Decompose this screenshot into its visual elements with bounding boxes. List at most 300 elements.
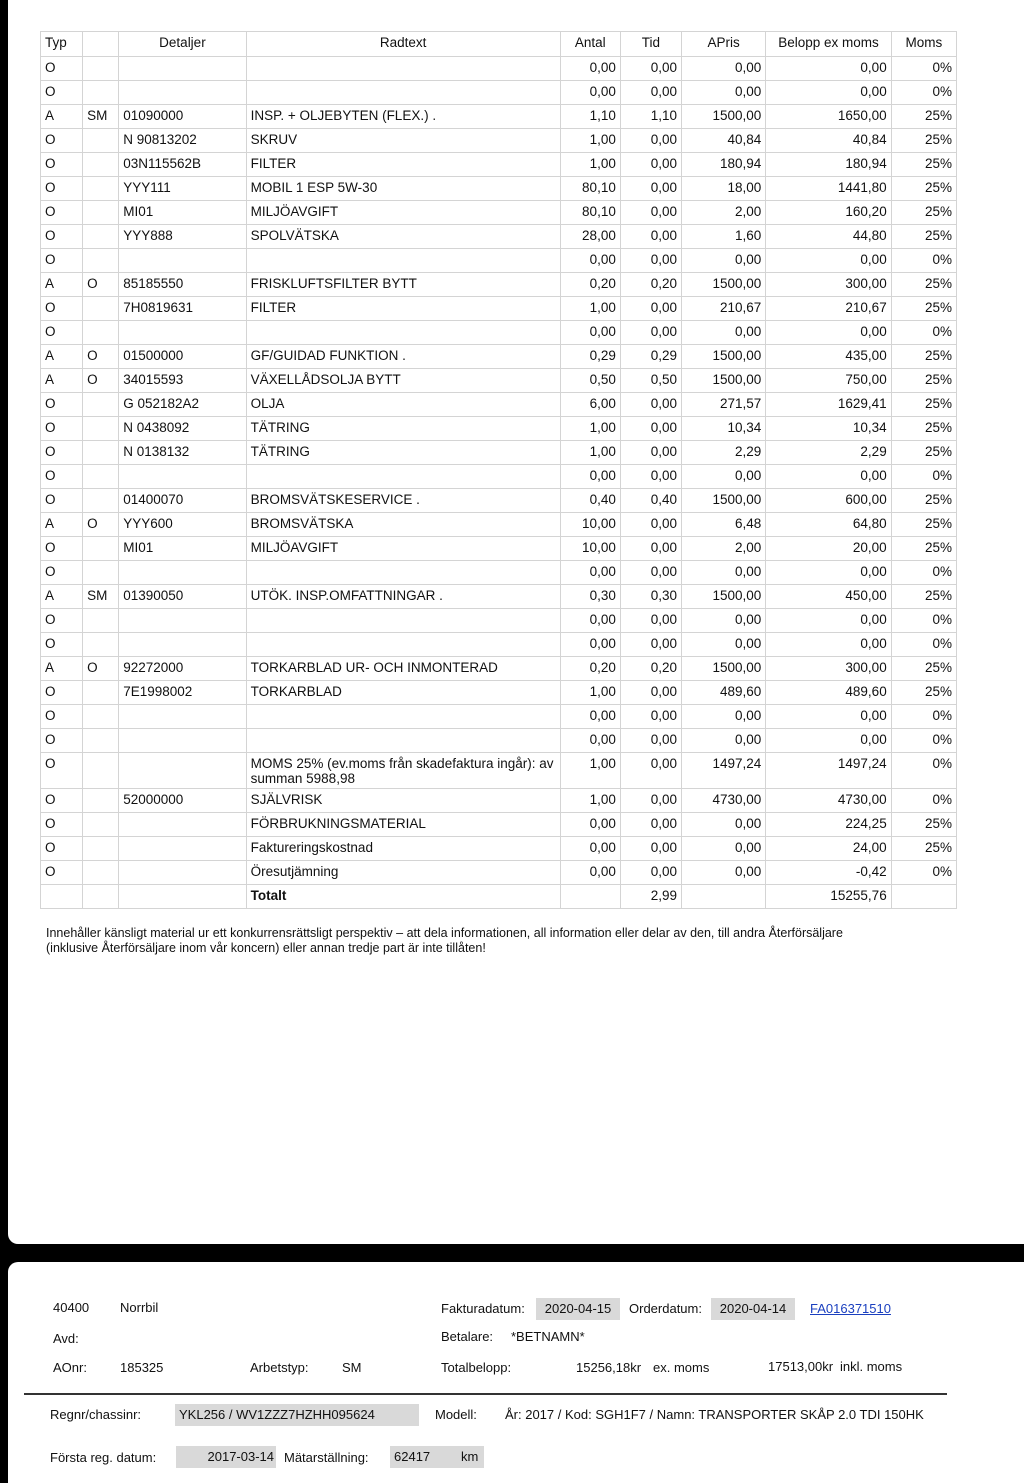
table-row bbox=[41, 417, 957, 441]
table-cell: OLJA bbox=[246, 393, 560, 417]
table-cell: 1650,00 bbox=[766, 105, 891, 129]
table-cell: 160,20 bbox=[766, 201, 891, 225]
col-header-belopp: Belopp ex moms bbox=[766, 32, 891, 57]
table-cell: FÖRBRUKNINGSMATERIAL bbox=[246, 813, 560, 837]
table-cell: SM bbox=[83, 105, 119, 129]
table-cell: 1,10 bbox=[560, 105, 620, 129]
table-cell: 1,10 bbox=[620, 105, 681, 129]
table-cell: 0,00 bbox=[620, 465, 681, 489]
total-row bbox=[41, 885, 957, 909]
table-cell: 1500,00 bbox=[682, 585, 766, 609]
table-cell: 0,00 bbox=[560, 813, 620, 837]
table-cell: 40,84 bbox=[682, 129, 766, 153]
table-cell bbox=[83, 441, 119, 465]
table-cell: 0,00 bbox=[560, 837, 620, 861]
table-cell: 0,00 bbox=[682, 813, 766, 837]
table-row bbox=[41, 369, 957, 393]
table-cell bbox=[119, 561, 246, 585]
table-cell: 1,00 bbox=[560, 129, 620, 153]
table-cell: 24,00 bbox=[766, 837, 891, 861]
table-cell: MOBIL 1 ESP 5W-30 bbox=[246, 177, 560, 201]
table-cell: 0,40 bbox=[620, 489, 681, 513]
table-cell: 7H0819631 bbox=[119, 297, 246, 321]
table-cell bbox=[83, 129, 119, 153]
table-cell: SPOLVÄTSKA bbox=[246, 225, 560, 249]
table-cell: 80,10 bbox=[560, 177, 620, 201]
table-cell bbox=[119, 609, 246, 633]
table-cell: 0,00 bbox=[682, 633, 766, 657]
matarstallning-field bbox=[390, 1446, 484, 1468]
table-cell bbox=[83, 465, 119, 489]
invoice-lines-table bbox=[40, 31, 957, 909]
table-row bbox=[41, 345, 957, 369]
table-cell: 28,00 bbox=[560, 225, 620, 249]
table-cell: 0,00 bbox=[620, 861, 681, 885]
table-row bbox=[41, 297, 957, 321]
table-cell: 489,60 bbox=[682, 681, 766, 705]
table-cell: 1497,24 bbox=[766, 753, 891, 789]
table-cell bbox=[246, 249, 560, 273]
table-row bbox=[41, 513, 957, 537]
table-cell bbox=[83, 681, 119, 705]
table-cell: 0,00 bbox=[560, 705, 620, 729]
table-row bbox=[41, 609, 957, 633]
table-cell: 0,00 bbox=[620, 681, 681, 705]
col-header-blank bbox=[83, 32, 119, 57]
table-cell bbox=[119, 729, 246, 753]
table-cell: 85185550 bbox=[119, 273, 246, 297]
table-cell: 2,00 bbox=[682, 201, 766, 225]
table-cell: 0,00 bbox=[620, 705, 681, 729]
table-cell: A bbox=[41, 273, 83, 297]
table-cell: 750,00 bbox=[766, 369, 891, 393]
table-cell: 0,20 bbox=[560, 273, 620, 297]
col-header-radtext: Radtext bbox=[246, 32, 560, 57]
table-cell: 0,29 bbox=[560, 345, 620, 369]
table-row bbox=[41, 861, 957, 885]
table-cell: 1,00 bbox=[560, 297, 620, 321]
table-cell: 0,00 bbox=[560, 81, 620, 105]
table-cell bbox=[83, 201, 119, 225]
table-cell: 0,50 bbox=[620, 369, 681, 393]
table-cell: YYY111 bbox=[119, 177, 246, 201]
table-cell bbox=[119, 885, 246, 909]
table-cell: O bbox=[41, 81, 83, 105]
table-cell: 0,40 bbox=[560, 489, 620, 513]
table-cell: 0,00 bbox=[560, 321, 620, 345]
table-cell: O bbox=[41, 225, 83, 249]
table-cell: 25% bbox=[891, 369, 956, 393]
footer-divider bbox=[24, 1393, 947, 1395]
table-cell: 01390050 bbox=[119, 585, 246, 609]
table-cell: 0,00 bbox=[682, 465, 766, 489]
table-cell: 25% bbox=[891, 537, 956, 561]
table-cell: A bbox=[41, 585, 83, 609]
table-cell bbox=[246, 81, 560, 105]
table-cell: 0% bbox=[891, 729, 956, 753]
table-row bbox=[41, 177, 957, 201]
table-cell: 0,00 bbox=[620, 609, 681, 633]
table-row bbox=[41, 225, 957, 249]
table-row bbox=[41, 129, 957, 153]
regnr-label: Regnr/chassinr: bbox=[50, 1407, 142, 1422]
regnr-field: YKL256 / WV1ZZZ7HZHH095624 bbox=[175, 1404, 419, 1426]
table-cell: O bbox=[41, 705, 83, 729]
col-header-antal: Antal bbox=[560, 32, 620, 57]
table-cell: 01400070 bbox=[119, 489, 246, 513]
ex-moms-label: ex. moms bbox=[653, 1360, 710, 1375]
table-cell: O bbox=[41, 465, 83, 489]
table-cell bbox=[83, 249, 119, 273]
table-cell: 01500000 bbox=[119, 345, 246, 369]
table-cell: O bbox=[41, 753, 83, 789]
table-cell: 0,00 bbox=[620, 81, 681, 105]
table-cell: A bbox=[41, 657, 83, 681]
forsta-reg-label: Första reg. datum: bbox=[50, 1450, 157, 1465]
table-row bbox=[41, 537, 957, 561]
table-cell: 0% bbox=[891, 561, 956, 585]
table-cell bbox=[83, 297, 119, 321]
table-cell: 25% bbox=[891, 657, 956, 681]
table-cell: 0,00 bbox=[620, 789, 681, 813]
table-cell: 0,00 bbox=[560, 861, 620, 885]
table-cell: 1441,80 bbox=[766, 177, 891, 201]
table-cell: 0,00 bbox=[682, 837, 766, 861]
table-cell bbox=[83, 813, 119, 837]
table-cell: 2,00 bbox=[682, 537, 766, 561]
table-row bbox=[41, 393, 957, 417]
table-cell: 2,29 bbox=[766, 441, 891, 465]
table-cell: 1500,00 bbox=[682, 369, 766, 393]
table-cell bbox=[83, 789, 119, 813]
table-cell: O bbox=[41, 681, 83, 705]
table-cell: O bbox=[41, 321, 83, 345]
table-cell: 0,00 bbox=[620, 441, 681, 465]
table-cell: 44,80 bbox=[766, 225, 891, 249]
aonr-value: 185325 bbox=[120, 1360, 164, 1375]
table-cell: 1,00 bbox=[560, 681, 620, 705]
table-cell: 25% bbox=[891, 417, 956, 441]
table-cell: BROMSVÄTSKA bbox=[246, 513, 560, 537]
table-cell: 0,00 bbox=[682, 729, 766, 753]
total-cell: 15255,76 bbox=[766, 885, 891, 909]
total-ex-moms-value: 15256,18kr bbox=[576, 1360, 642, 1375]
arbetstyp-value: SM bbox=[342, 1360, 362, 1375]
table-cell bbox=[83, 225, 119, 249]
modell-label: Modell: bbox=[435, 1407, 477, 1422]
table-cell: A bbox=[41, 369, 83, 393]
table-cell: O bbox=[41, 129, 83, 153]
table-cell: 0,00 bbox=[682, 81, 766, 105]
table-cell: 450,00 bbox=[766, 585, 891, 609]
table-cell: O bbox=[83, 657, 119, 681]
table-cell: 0,20 bbox=[620, 273, 681, 297]
table-cell: MI01 bbox=[119, 201, 246, 225]
table-cell: FRISKLUFTSFILTER BYTT bbox=[246, 273, 560, 297]
table-cell: 0% bbox=[891, 789, 956, 813]
table-cell: 0% bbox=[891, 57, 956, 81]
table-cell bbox=[891, 885, 956, 909]
table-cell: 0,30 bbox=[620, 585, 681, 609]
table-cell: 10,00 bbox=[560, 513, 620, 537]
table-cell: 0,00 bbox=[560, 729, 620, 753]
total-inkl-moms-value: 17513,00kr bbox=[768, 1359, 834, 1374]
col-header-apris: APris bbox=[682, 32, 766, 57]
table-cell: O bbox=[83, 345, 119, 369]
table-cell bbox=[119, 861, 246, 885]
table-cell: 18,00 bbox=[682, 177, 766, 201]
table-cell: 0,00 bbox=[682, 861, 766, 885]
table-cell: 0,00 bbox=[620, 57, 681, 81]
table-row bbox=[41, 321, 957, 345]
table-cell: 0,00 bbox=[620, 813, 681, 837]
table-cell bbox=[83, 153, 119, 177]
table-cell: Öresutjämning bbox=[246, 861, 560, 885]
table-cell: O bbox=[41, 729, 83, 753]
table-cell: 0,00 bbox=[560, 633, 620, 657]
table-cell: 435,00 bbox=[766, 345, 891, 369]
table-cell: 0,00 bbox=[620, 561, 681, 585]
table-cell: 0,00 bbox=[766, 633, 891, 657]
table-cell: 0% bbox=[891, 321, 956, 345]
table-cell bbox=[83, 609, 119, 633]
table-cell: 25% bbox=[891, 153, 956, 177]
table-cell: 0,00 bbox=[620, 225, 681, 249]
table-cell: MI01 bbox=[119, 537, 246, 561]
table-cell: SM bbox=[83, 585, 119, 609]
table-cell: O bbox=[41, 393, 83, 417]
table-cell: 34015593 bbox=[119, 369, 246, 393]
invoice-number-link[interactable]: FA016371510 bbox=[810, 1301, 891, 1316]
table-cell: 25% bbox=[891, 393, 956, 417]
arbetstyp-label: Arbetstyp: bbox=[250, 1360, 309, 1375]
orderdatum-field: 2020-04-14 bbox=[711, 1298, 795, 1320]
table-cell: O bbox=[41, 417, 83, 441]
table-cell: 1500,00 bbox=[682, 489, 766, 513]
table-cell: 0% bbox=[891, 633, 956, 657]
table-cell bbox=[83, 705, 119, 729]
table-cell: 489,60 bbox=[766, 681, 891, 705]
table-cell bbox=[246, 57, 560, 81]
table-cell: TÄTRING bbox=[246, 417, 560, 441]
km-unit: km bbox=[461, 1449, 479, 1464]
table-cell: 0,00 bbox=[766, 57, 891, 81]
table-cell: 0,29 bbox=[620, 345, 681, 369]
table-cell: 25% bbox=[891, 129, 956, 153]
table-cell bbox=[246, 633, 560, 657]
table-cell: O bbox=[83, 513, 119, 537]
table-cell bbox=[119, 57, 246, 81]
table-cell bbox=[83, 861, 119, 885]
table-cell: 0,00 bbox=[682, 321, 766, 345]
table-cell: 180,94 bbox=[682, 153, 766, 177]
table-cell: 52000000 bbox=[119, 789, 246, 813]
table-cell: O bbox=[41, 177, 83, 201]
table-cell: 1,00 bbox=[560, 441, 620, 465]
table-cell: GF/GUIDAD FUNKTION . bbox=[246, 345, 560, 369]
table-cell: O bbox=[41, 249, 83, 273]
table-cell: 0% bbox=[891, 465, 956, 489]
table-cell: 1,00 bbox=[560, 153, 620, 177]
table-cell: 0,00 bbox=[560, 465, 620, 489]
table-cell: 6,48 bbox=[682, 513, 766, 537]
table-cell: 4730,00 bbox=[766, 789, 891, 813]
table-cell: 0,00 bbox=[620, 201, 681, 225]
table-cell: 1500,00 bbox=[682, 657, 766, 681]
table-cell: MOMS 25% (ev.moms från skadefaktura ingår): av summan 5988,98 bbox=[246, 753, 560, 789]
table-cell: 25% bbox=[891, 681, 956, 705]
table-cell: 0,20 bbox=[620, 657, 681, 681]
total-cell: 2,99 bbox=[620, 885, 681, 909]
table-cell: 210,67 bbox=[682, 297, 766, 321]
table-row bbox=[41, 489, 957, 513]
table-row bbox=[41, 633, 957, 657]
table-cell: MILJÖAVGIFT bbox=[246, 201, 560, 225]
table-cell bbox=[119, 249, 246, 273]
table-cell: 0,00 bbox=[620, 753, 681, 789]
table-cell bbox=[83, 321, 119, 345]
table-cell: 2,29 bbox=[682, 441, 766, 465]
table-cell bbox=[83, 81, 119, 105]
table-cell: 0,00 bbox=[682, 705, 766, 729]
table-cell: -0,42 bbox=[766, 861, 891, 885]
table-cell: INSP. + OLJEBYTEN (FLEX.) . bbox=[246, 105, 560, 129]
totalbelopp-label: Totalbelopp: bbox=[441, 1360, 512, 1375]
table-cell: FILTER bbox=[246, 297, 560, 321]
table-cell bbox=[83, 537, 119, 561]
matarstallning-label: Mätarställning: bbox=[284, 1450, 369, 1465]
table-cell: 25% bbox=[891, 273, 956, 297]
table-cell: 25% bbox=[891, 441, 956, 465]
table-cell: G 052182A2 bbox=[119, 393, 246, 417]
inkl-moms-label: inkl. moms bbox=[840, 1359, 903, 1374]
table-cell: 0% bbox=[891, 861, 956, 885]
table-cell: N 90813202 bbox=[119, 129, 246, 153]
table-cell: 0,30 bbox=[560, 585, 620, 609]
col-header-detaljer: Detaljer bbox=[119, 32, 246, 57]
table-cell: 92272000 bbox=[119, 657, 246, 681]
table-cell: 0,00 bbox=[620, 249, 681, 273]
table-cell: 0,00 bbox=[766, 465, 891, 489]
table-cell bbox=[119, 837, 246, 861]
table-cell: N 0138132 bbox=[119, 441, 246, 465]
table-cell: 25% bbox=[891, 201, 956, 225]
table-cell: 0,00 bbox=[620, 633, 681, 657]
table-cell: 1,00 bbox=[560, 789, 620, 813]
table-cell: O bbox=[41, 861, 83, 885]
table-cell: 0% bbox=[891, 705, 956, 729]
table-cell bbox=[83, 729, 119, 753]
table-cell: 1,00 bbox=[560, 417, 620, 441]
table-row bbox=[41, 249, 957, 273]
table-cell: 25% bbox=[891, 345, 956, 369]
table-cell: 0,00 bbox=[620, 417, 681, 441]
table-cell: 25% bbox=[891, 585, 956, 609]
table-cell: 25% bbox=[891, 105, 956, 129]
forsta-reg-field: 2017-03-14 bbox=[176, 1446, 276, 1468]
table-cell: 64,80 bbox=[766, 513, 891, 537]
table-cell: 300,00 bbox=[766, 273, 891, 297]
orderdatum-label: Orderdatum: bbox=[629, 1301, 702, 1316]
table-cell: TÄTRING bbox=[246, 441, 560, 465]
table-cell: 0,00 bbox=[560, 609, 620, 633]
betalare-value: *BETNAMN* bbox=[511, 1329, 585, 1344]
matarstallning-value: 62417 bbox=[394, 1449, 431, 1464]
dealer-code: 40400 bbox=[53, 1300, 90, 1315]
table-cell bbox=[83, 561, 119, 585]
table-cell: BROMSVÄTSKESERVICE . bbox=[246, 489, 560, 513]
table-cell: Faktureringskostnad bbox=[246, 837, 560, 861]
table-cell: 80,10 bbox=[560, 201, 620, 225]
table-cell bbox=[119, 321, 246, 345]
table-cell: O bbox=[83, 369, 119, 393]
table-cell: 10,34 bbox=[682, 417, 766, 441]
table-row bbox=[41, 441, 957, 465]
table-cell: O bbox=[41, 633, 83, 657]
table-row bbox=[41, 465, 957, 489]
table-cell: O bbox=[41, 57, 83, 81]
total-cell: Totalt bbox=[246, 885, 560, 909]
table-row bbox=[41, 789, 957, 813]
table-cell: A bbox=[41, 513, 83, 537]
table-cell: VÄXELLÅDSOLJA BYTT bbox=[246, 369, 560, 393]
table-cell: 0,00 bbox=[560, 57, 620, 81]
table-cell: 1500,00 bbox=[682, 273, 766, 297]
table-cell bbox=[83, 57, 119, 81]
table-row bbox=[41, 81, 957, 105]
table-cell: 4730,00 bbox=[682, 789, 766, 813]
table-cell: 0,00 bbox=[682, 249, 766, 273]
table-cell: 0% bbox=[891, 609, 956, 633]
table-cell bbox=[246, 321, 560, 345]
table-cell: 0,00 bbox=[766, 321, 891, 345]
table-cell: N 0438092 bbox=[119, 417, 246, 441]
table-cell: 180,94 bbox=[766, 153, 891, 177]
table-cell: UTÖK. INSP.OMFATTNINGAR . bbox=[246, 585, 560, 609]
table-cell: SKRUV bbox=[246, 129, 560, 153]
table-row bbox=[41, 585, 957, 609]
table-cell: 1,00 bbox=[560, 753, 620, 789]
table-cell: 0,00 bbox=[766, 729, 891, 753]
table-cell bbox=[246, 561, 560, 585]
table-cell bbox=[83, 885, 119, 909]
table-row bbox=[41, 57, 957, 81]
table-row bbox=[41, 153, 957, 177]
table-cell: 0,00 bbox=[766, 609, 891, 633]
table-cell bbox=[246, 729, 560, 753]
table-cell bbox=[246, 705, 560, 729]
table-cell bbox=[83, 633, 119, 657]
table-cell: 271,57 bbox=[682, 393, 766, 417]
table-cell bbox=[83, 417, 119, 441]
table-cell: TORKARBLAD bbox=[246, 681, 560, 705]
table-cell: O bbox=[83, 273, 119, 297]
table-cell: 1629,41 bbox=[766, 393, 891, 417]
table-cell: 0% bbox=[891, 249, 956, 273]
table-cell: 0,00 bbox=[766, 81, 891, 105]
table-cell: 0,00 bbox=[766, 705, 891, 729]
table-cell: 0,00 bbox=[620, 153, 681, 177]
table-cell: 1,60 bbox=[682, 225, 766, 249]
table-cell: 0,00 bbox=[682, 57, 766, 81]
table-cell: 40,84 bbox=[766, 129, 891, 153]
table-cell: 03N115562B bbox=[119, 153, 246, 177]
table-cell: 0,00 bbox=[560, 249, 620, 273]
table-cell: 25% bbox=[891, 489, 956, 513]
table-cell bbox=[119, 813, 246, 837]
table-cell: 25% bbox=[891, 297, 956, 321]
table-cell: 0,00 bbox=[620, 321, 681, 345]
